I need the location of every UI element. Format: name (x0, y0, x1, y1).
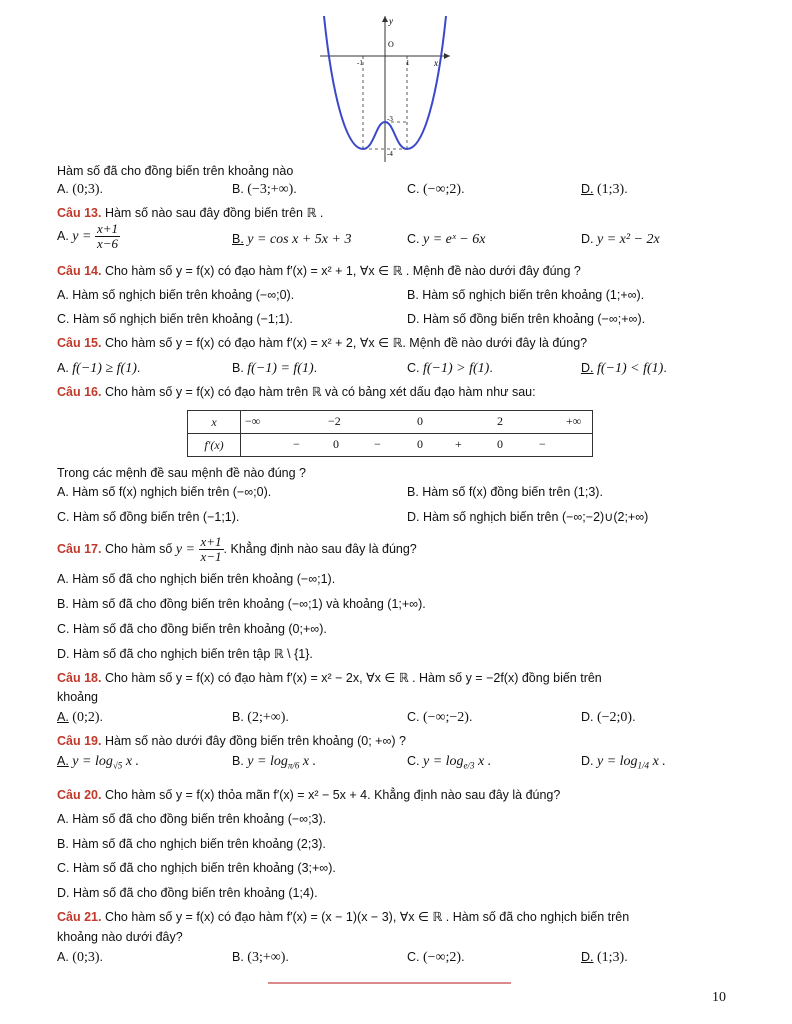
q14-option-d: D. Hàm số đồng biến trên khoảng (−∞;+∞). (407, 312, 646, 326)
q17-option-d: D. Hàm số đã cho nghịch biến trên tập ℝ \ {1}. (57, 647, 313, 661)
q20-question: Câu 20. Cho hàm số y = f(x) thỏa mãn f′(x) = x² − 5x + 4. Khẳng định nào sau đây là đúng? (57, 788, 561, 802)
q18-question-cont: khoảng (57, 690, 99, 704)
sign-table-signs (241, 434, 593, 457)
tick-neg1: -1 (357, 59, 363, 67)
q13-option-d: D. y = x² − 2x (581, 232, 660, 247)
q15-question: Câu 15. Cho hàm số y = f(x) có đạo hàm f′(x) = x² + 2, ∀x ∈ ℝ. Mệnh đề nào dưới đây là đúng? (57, 336, 588, 350)
y-axis-arrow (382, 16, 388, 22)
q17-option-c: C. Hàm số đã cho đồng biến trên khoảng (0;+∞). (57, 622, 327, 636)
q17-option-b: B. Hàm số đã cho đồng biến trên khoảng (−∞;1) và khoảng (1;+∞). (57, 597, 426, 611)
sign-table-header-fprime: f′(x) (188, 434, 241, 457)
tick-1: 1 (406, 59, 410, 67)
x-neg-inf: −∞ (245, 414, 261, 428)
sign-table-row-fprime (188, 434, 593, 457)
q18-option-d: D. (−2;0). (581, 710, 636, 725)
q15-option-c: C. f(−1) > f(1). (407, 361, 493, 376)
q16-option-c: C. Hàm số đồng biến trên (−1;1). (57, 510, 240, 524)
sign-3: + (455, 437, 462, 451)
q21-option-b: B. (3;+∞). (232, 950, 289, 965)
x-label: x (434, 58, 438, 68)
x-2: 2 (497, 414, 503, 428)
q20-option-d: D. Hàm số đã cho đồng biến trên khoảng (1;4). (57, 886, 318, 900)
sign-table-header-x: x (188, 411, 241, 434)
q16-question: Câu 16. Cho hàm số y = f(x) có đạo hàm trên ℝ và có bảng xét dấu đạo hàm như sau: (57, 385, 536, 399)
q15-option-d: D. f(−1) < f(1). (581, 361, 667, 376)
q15-option-a: A. f(−1) ≥ f(1). (57, 361, 141, 376)
sign-2: − (374, 437, 381, 451)
x-axis-arrow (444, 53, 450, 59)
q19-option-a: A. $y = \log_{√5} x$ . (57, 754, 140, 771)
q16-option-a: A. Hàm số f(x) nghịch biến trên (−∞;0). (57, 485, 272, 499)
q18-question: Câu 18. Cho hàm số y = f(x) có đạo hàm f′(x) = x² − 2x, ∀x ∈ ℝ . Hàm số y = −2f(x) đồng biến trên (57, 671, 602, 685)
q16-prompt: Trong các mệnh đề sau mệnh đề nào đúng ? (57, 466, 307, 480)
value-neg4: -4 (387, 150, 393, 158)
q13-option-b: B. y = cos x + 5x + 3 (232, 232, 352, 247)
q14-option-a: A. Hàm số nghịch biến trên khoảng (−∞;0). (57, 288, 295, 302)
sign-1: − (293, 437, 300, 451)
q16-option-b: B. Hàm số f(x) đồng biến trên (1;3). (407, 485, 603, 499)
q19-option-d: D. $y = \log_{1/4} x$ . (581, 754, 666, 771)
q17-question: Câu 17. Cho hàm số y = $\frac{x+1}{x-1}$ . Khẳng định nào sau đây là đúng? (57, 534, 417, 565)
q20-option-c: C. Hàm số đã cho nghịch biến trên khoảng (3;+∞). (57, 861, 336, 875)
q17-option-a: A. Hàm số đã cho nghịch biến trên khoảng (−∞;1). (57, 572, 336, 586)
q13-option-a: A. y = $\frac{x+1}{x-6}$ (57, 221, 118, 251)
q21-option-d: D. (1;3). (581, 950, 628, 965)
separator-line (268, 982, 511, 984)
sign-zero-3: 0 (497, 437, 503, 451)
q21-question: Câu 21. Cho hàm số y = f(x) có đạo hàm f′(x) = (x − 1)(x − 3), ∀x ∈ ℝ . Hàm số đã cho nghịch biến trên (57, 910, 630, 924)
q14-option-c: C. Hàm số nghịch biến trên khoảng (−1;1). (57, 312, 293, 326)
q21-question-cont: khoảng nào dưới đây? (57, 930, 183, 944)
sign-table (187, 410, 593, 457)
q20-option-a: A. Hàm số đã cho đồng biến trên khoảng (−∞;3). (57, 812, 327, 826)
value-neg3: -3 (387, 115, 393, 123)
q19-option-c: C. $y = \log_{e/3} x$ . (407, 754, 492, 771)
q21-option-c: C. (−∞;2). (407, 950, 465, 965)
q15-option-b: B. f(−1) = f(1). (232, 361, 318, 376)
page-number: 10 (712, 990, 726, 1005)
q13-option-c: C. y = eˣ − 6x (407, 232, 486, 247)
q12-option-b: B. (−3;+∞). (232, 182, 297, 197)
q13-question: Câu 13. Hàm số nào sau đây đồng biến trên ℝ . (57, 206, 324, 220)
sign-table-row-x (188, 411, 593, 434)
y-label: y (389, 16, 393, 26)
q14-question: Câu 14. Cho hàm số y = f(x) có đạo hàm f′(x) = x² + 1, ∀x ∈ ℝ . Mệnh đề nào dưới đây đúng ? (57, 264, 581, 278)
q19-option-b: B. $y = \log_{\pi/6} x$ . (232, 754, 317, 771)
sign-table-x-values (241, 411, 593, 434)
q12-option-c: C. (−∞;2). (407, 182, 465, 197)
q12-option-d: D. (1;3). (581, 182, 628, 197)
sign-zero-1: 0 (333, 437, 339, 451)
q18-option-a: A. (0;2). (57, 710, 103, 725)
origin-label: O (388, 40, 394, 49)
x-pos-inf: +∞ (566, 414, 582, 428)
function-graph (310, 14, 460, 164)
q18-option-b: B. (2;+∞). (232, 710, 289, 725)
x-neg2: −2 (328, 414, 341, 428)
q19-question: Câu 19. Hàm số nào dưới đây đồng biến trên khoảng (0; +∞) ? (57, 734, 406, 748)
q12-text: Hàm số đã cho đồng biến trên khoảng nào (57, 164, 294, 178)
q21-option-a: A. (0;3). (57, 950, 103, 965)
q12-option-a: A. (0;3). (57, 182, 103, 197)
sign-4: − (539, 437, 546, 451)
q18-option-c: C. (−∞;−2). (407, 710, 473, 725)
x-0: 0 (417, 414, 423, 428)
q20-option-b: B. Hàm số đã cho nghịch biến trên khoảng (2;3). (57, 837, 326, 851)
sign-zero-2: 0 (417, 437, 423, 451)
q14-option-b: B. Hàm số nghịch biến trên khoảng (1;+∞). (407, 288, 645, 302)
q16-option-d: D. Hàm số nghịch biến trên (−∞;−2)∪(2;+∞) (407, 510, 649, 524)
